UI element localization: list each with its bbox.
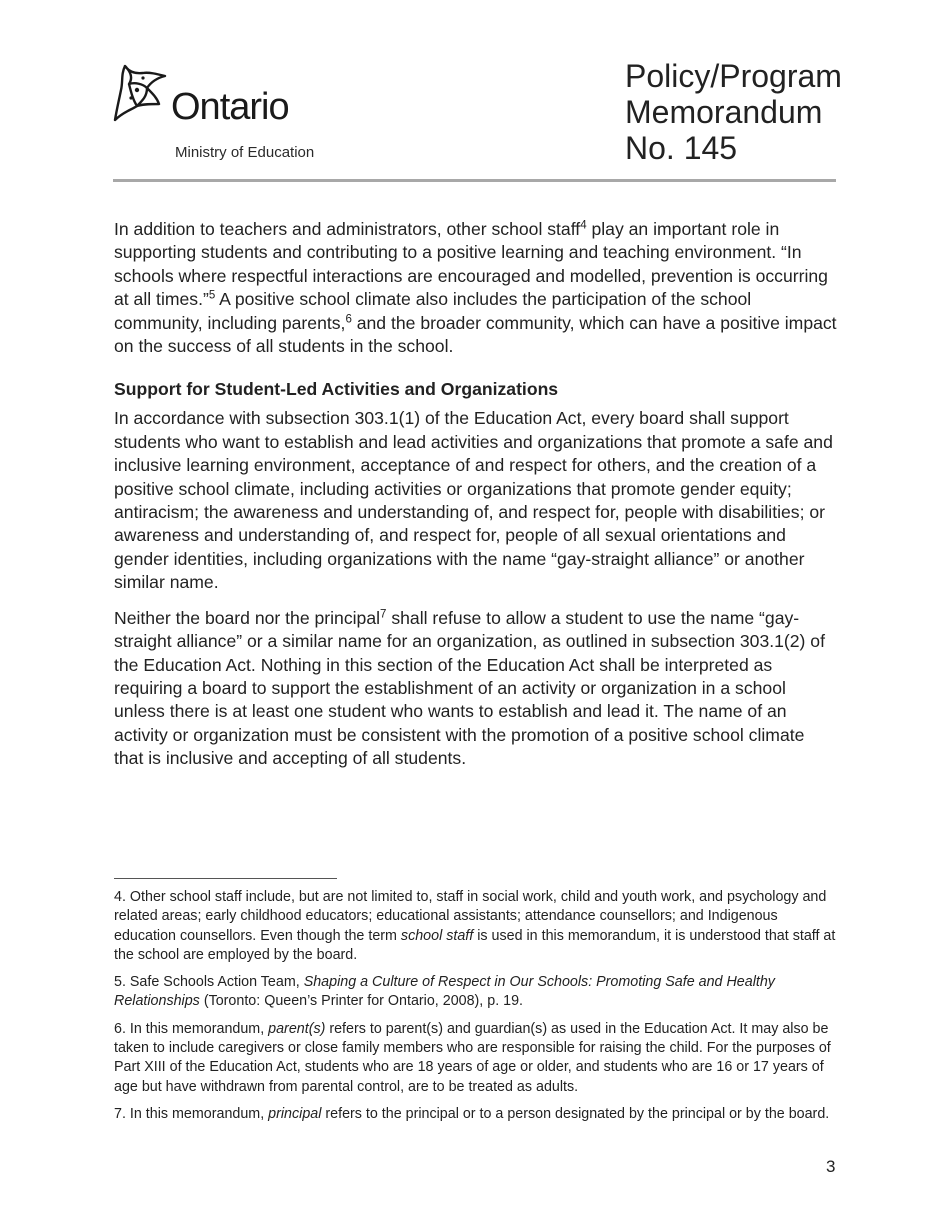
footnote-divider — [114, 878, 337, 879]
paragraph-gay-straight-alliance: Neither the board nor the principal$^7$ shall refuse to allow a student to use the name “gay-straight alliance” or a similar name for an organization, as outlined in subsection 303.1(2) of the Education Act. Nothing in this section of the Education Act shall be interpreted as requiring a board to support the establishment of an activity or organization in a school unless there is at least one student who wants to establish and lead it. The name of an activity or organization must be consistent with the promotion of a positive school climate that is inclusive and accepting of all students. — [114, 607, 825, 769]
footnote-4: 4. Other school staff include, but are not limited to, staff in social work, child and youth work, and psychology and related areas; early childhood educators; educational assistants; attendance counsellors; and Indigenous education counsellors. Even though the term school staff is used in this memorandum, it is understood that staff at the school are employed by the board. — [114, 889, 836, 963]
footnote-5: 5. Safe Schools Action Team, Shaping a Culture of Respect in Our Schools: Promoting Safe and Healthy Relationships (Toronto: Queen’s Printer for Ontario, 2008), p. 19. — [114, 974, 775, 1010]
section-heading: Support for Student-Led Activities and Organizations — [114, 379, 559, 400]
ministry-name: Ministry of Education — [175, 144, 315, 161]
footnote-ref-6: 6 — [345, 313, 352, 326]
paragraph-school-staff: In addition to teachers and administrators, other school staff$^4$ play an important role in supporting students and contributing to a positive learning and teaching environment. “In schools where respectful interactions are encouraged and modelled, prevention is occurring at all times.”$^5$ A positive school climate also includes the participation of the school community, including parents,$^6$ and the broader community, which can have a positive impact on the success of all students in the school. — [114, 219, 837, 357]
document-title — [625, 58, 842, 166]
main-content — [114, 218, 838, 783]
title-line: No. 145 — [625, 130, 738, 166]
page-number: 3 — [826, 1157, 836, 1176]
footnote-ref-5: 5 — [208, 289, 216, 302]
paragraph-student-led: In accordance with subsection 303.1(1) of the Education Act, every board shall support students who want to establish and lead activities and organizations that promote a safe and inclusive learning environment, acceptance of and respect for others, and the creation of a positive school climate, including activities or organizations that promote gender equity; antiracism; the awareness and understanding of, and respect for, people with disabilities; or awareness and understanding of, and respect for, people of all sexual orientations and gender identities, including organizations with the name “gay-straight alliance” or another similar name. — [114, 408, 833, 593]
ontario-wordmark: Ontario — [171, 86, 289, 128]
header-divider — [113, 179, 836, 182]
footnotes — [114, 888, 842, 1132]
title-line: Memorandum — [625, 94, 823, 130]
footnote-7: 7. In this memorandum, principal refers to the principal or to a person designated by the principal or by the board. — [114, 1105, 830, 1122]
footnote-6: 6. In this memorandum, parent(s) refers to parent(s) and guardian(s) as used in the Education Act. It may also be taken to include caregivers or close family members who are responsible for raising the child. For the purposes of Part XIII of the Education Act, students who are 18 years of age or older, and students who are 16 or 17 years of age but have withdrawn from parental control, are to be treated as adults. — [114, 1020, 831, 1095]
ontario-logo — [113, 60, 353, 170]
footnote-ref-4: 4 — [580, 219, 587, 232]
footnote-ref-7: 7 — [380, 608, 387, 621]
title-line: Policy/Program — [625, 58, 842, 94]
